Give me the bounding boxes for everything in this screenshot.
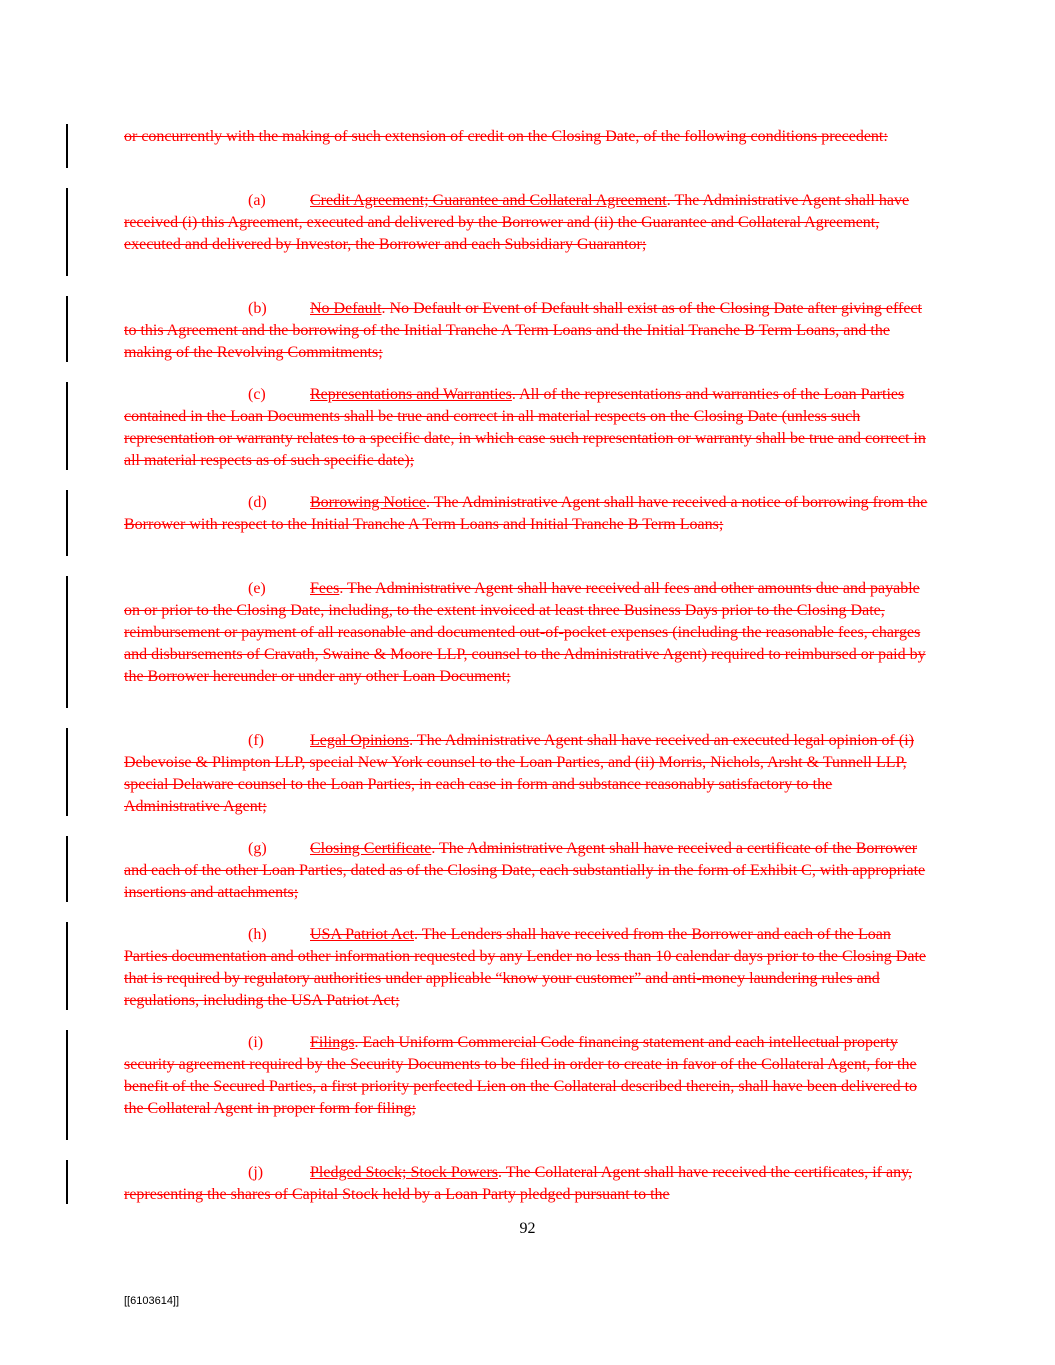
change-bar [66, 382, 68, 470]
change-bar [66, 922, 68, 1010]
section-number: (g) [248, 840, 267, 857]
change-bar [66, 490, 68, 556]
section-text: . The Lenders shall have received from the Borrower and each of the Loan Parties documentation and other information requested by any Lender no less than 10 calendar days prior to the Closing Date that is required by regulatory authorities under applicable “know your customer” and anti-money laundering rules and regulations, including the USA Patriot Act; [124, 926, 926, 1009]
section-caption: Legal Opinions [310, 732, 410, 749]
section-c [124, 384, 930, 472]
section-caption: Credit Agreement; Guarantee and Collateral Agreement [310, 192, 667, 209]
section-caption: Borrowing Notice [310, 494, 426, 511]
section-number: (f) [248, 732, 264, 749]
change-bar [66, 124, 68, 168]
section-caption: USA Patriot Act [310, 926, 415, 943]
section-a [124, 190, 930, 256]
section-text: . The Administrative Agent shall have received an executed legal opinion of (i) Debevoise & Plimpton LLP, special New York counsel to the Loan Parties, and (ii) Morris, Nichols, Arsht & Tunnell LLP, special Delaware counsel to the Loan Parties, in each case in form and substance reasonably satisfactory to the Administrative Agent; [124, 732, 914, 815]
section-number: (i) [248, 1034, 264, 1051]
document-id: [[6103614]] [124, 1295, 180, 1307]
change-bar [66, 728, 68, 816]
intro-paragraph: or concurrently with the making of such extension of credit on the Closing Date, of the following conditions precedent: [124, 128, 888, 145]
section-g [124, 838, 930, 904]
section-number: (e) [248, 580, 266, 597]
change-bar [66, 1160, 68, 1204]
section-f [124, 730, 930, 818]
section-number: (h) [248, 926, 267, 943]
section-h [124, 924, 930, 1012]
section-text: . All of the representations and warranties of the Loan Parties contained in the Loan Documents shall be true and correct in all material respects on the Closing Date (unless such representation or warranty relates to a specific date, in which case such representation or warranty shall be true and correct in all material respects as of such specific date); [124, 386, 926, 469]
change-bar [66, 576, 68, 708]
section-text: . The Administrative Agent shall have received a notice of borrowing from the Borrower with respect to the Initial Tranche A Term Loans and Initial Tranche B Term Loans; [124, 494, 928, 533]
change-bar [66, 836, 68, 902]
section-i [124, 1032, 930, 1120]
section-caption: Pledged Stock; Stock Powers [310, 1164, 498, 1181]
section-number: (c) [248, 386, 266, 403]
section-caption: No Default [310, 300, 382, 317]
section-text: . No Default or Event of Default shall exist as of the Closing Date after giving effect to this Agreement and the borrowing of the Initial Tranche A Term Loans and the Initial Tranche B Term Loans, and the making of the Revolving Commitments; [124, 300, 922, 361]
section-text: . Each Uniform Commercial Code financing statement and each intellectual property security agreement required by the Security Documents to be filed in order to create in favor of the Collateral Agent, for the benefit of the Secured Parties, a first priority perfected Lien on the Collateral described therein, shall have been delivered to the Collateral Agent in proper form for filing; [124, 1034, 918, 1117]
section-d [124, 492, 930, 536]
section-text: . The Collateral Agent shall have received the certificates, if any, representing the shares of Capital Stock held by a Loan Party pledged pursuant to the [124, 1164, 913, 1203]
section-caption: Closing Certificate [310, 840, 432, 857]
section-j [124, 1162, 930, 1206]
section-caption: Fees [310, 580, 340, 597]
section-e [124, 578, 930, 688]
section-text: . The Administrative Agent shall have received (i) this Agreement, executed and delivered by the Borrower and (ii) the Guarantee and Collateral Agreement, executed and delivered by Investor, the Borrower and each Subsidiary Guarantor; [124, 192, 910, 253]
section-number: (d) [248, 494, 267, 511]
section-caption: Filings [310, 1034, 355, 1051]
section-text: . The Administrative Agent shall have received all fees and other amounts due and payable on or prior to the Closing Date, including, to the extent invoiced at least three Business Days prior to the Closing Date, reimbursement or payment of all reasonable and documented out-of-pocket expenses (including the reasonable fees, charges and disbursements of Cravath, Swaine & Moore LLP, counsel to the Administrative Agent) required to reimbursed or paid by the Borrower hereunder or under any other Loan Document; [124, 580, 926, 685]
section-text: . The Administrative Agent shall have received a certificate of the Borrower and each of the other Loan Parties, dated as of the Closing Date, each substantially in the form of Exhibit C, with appropriate insertions and attachments; [124, 840, 926, 901]
section-number: (b) [248, 300, 267, 317]
change-bar [66, 188, 68, 276]
change-bar [66, 1030, 68, 1140]
section-caption: Representations and Warranties [310, 386, 512, 403]
page-number: 92 [519, 1220, 536, 1237]
section-b [124, 298, 930, 364]
change-bar [66, 296, 68, 362]
section-number: (a) [248, 192, 266, 209]
section-number: (j) [248, 1164, 264, 1181]
